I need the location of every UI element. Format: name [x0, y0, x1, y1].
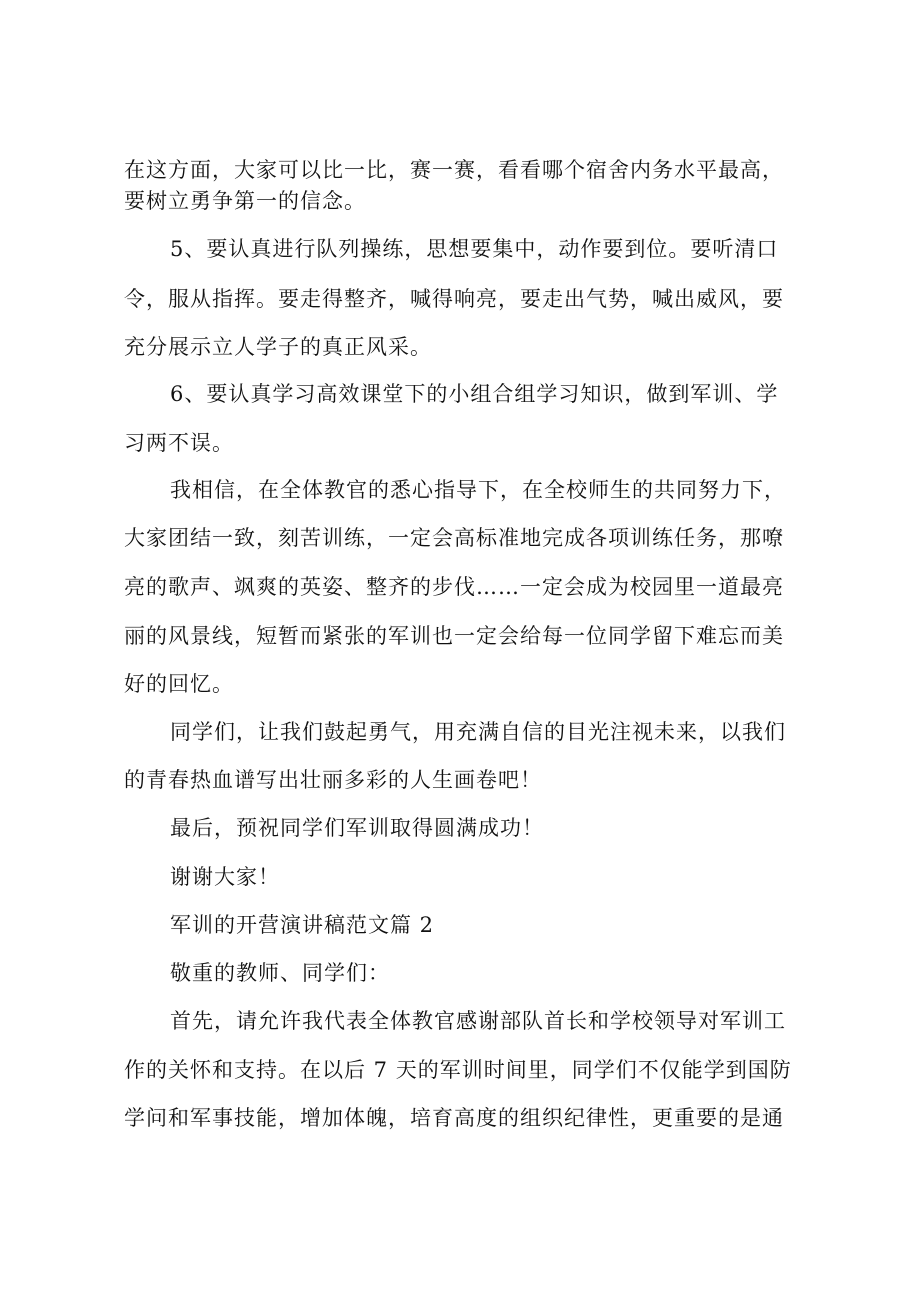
text-line: 令，服从指挥。要走得整齐，喊得响亮，要走出气势，喊出威风，要: [124, 287, 784, 311]
text-line: 要树立勇争第一的信念。: [124, 189, 366, 213]
text-line: 同学们，让我们鼓起勇气，用充满自信的目光注视未来，以我们: [170, 720, 786, 744]
text-line: 好的回忆。: [124, 672, 234, 696]
text-line: 在这方面，大家可以比一比，赛一赛，看看哪个宿舍内务水平最高，: [124, 158, 784, 182]
text-line: 我相信，在全体教官的悉心指导下，在全校师生的共同努力下，: [170, 478, 786, 502]
text-line: 6、要认真学习高效课堂下的小组合组学习知识，做到军训、学: [170, 382, 779, 406]
text-line: 最后，预祝同学们军训取得圆满成功！: [170, 816, 544, 840]
section-heading: 军训的开营演讲稿范文篇 2: [170, 913, 435, 937]
text-line: 首先，请允许我代表全体教官感谢部队首长和学校领导对军训工: [170, 1009, 786, 1033]
text-line: 谢谢大家！: [170, 865, 280, 889]
text-line: 作的关怀和支持。在以后 7 天的军训时间里，同学们不仅能学到国防: [124, 1058, 792, 1082]
salutation: 敬重的教师、同学们：: [170, 961, 390, 985]
text-line: 的青春热血谱写出壮丽多彩的人生画卷吧！: [124, 768, 542, 792]
text-line: 充分展示立人学子的真正风采。: [124, 335, 432, 359]
text-line: 丽的风景线，短暂而紧张的军训也一定会给每一位同学留下难忘而美: [124, 624, 784, 648]
text-line: 习两不误。: [124, 431, 234, 455]
text-line: 亮的歌声、飒爽的英姿、整齐的步伐……一定会成为校园里一道最亮: [124, 575, 784, 599]
text-line: 大家团结一致，刻苦训练，一定会高标准地完成各项训练任务，那嘹: [124, 526, 784, 550]
text-line: 学问和军事技能，增加体魄，培育高度的组织纪律性，更重要的是通: [124, 1106, 784, 1130]
text-line: 5、要认真进行队列操练，思想要集中，动作要到位。要听清口: [170, 237, 779, 261]
